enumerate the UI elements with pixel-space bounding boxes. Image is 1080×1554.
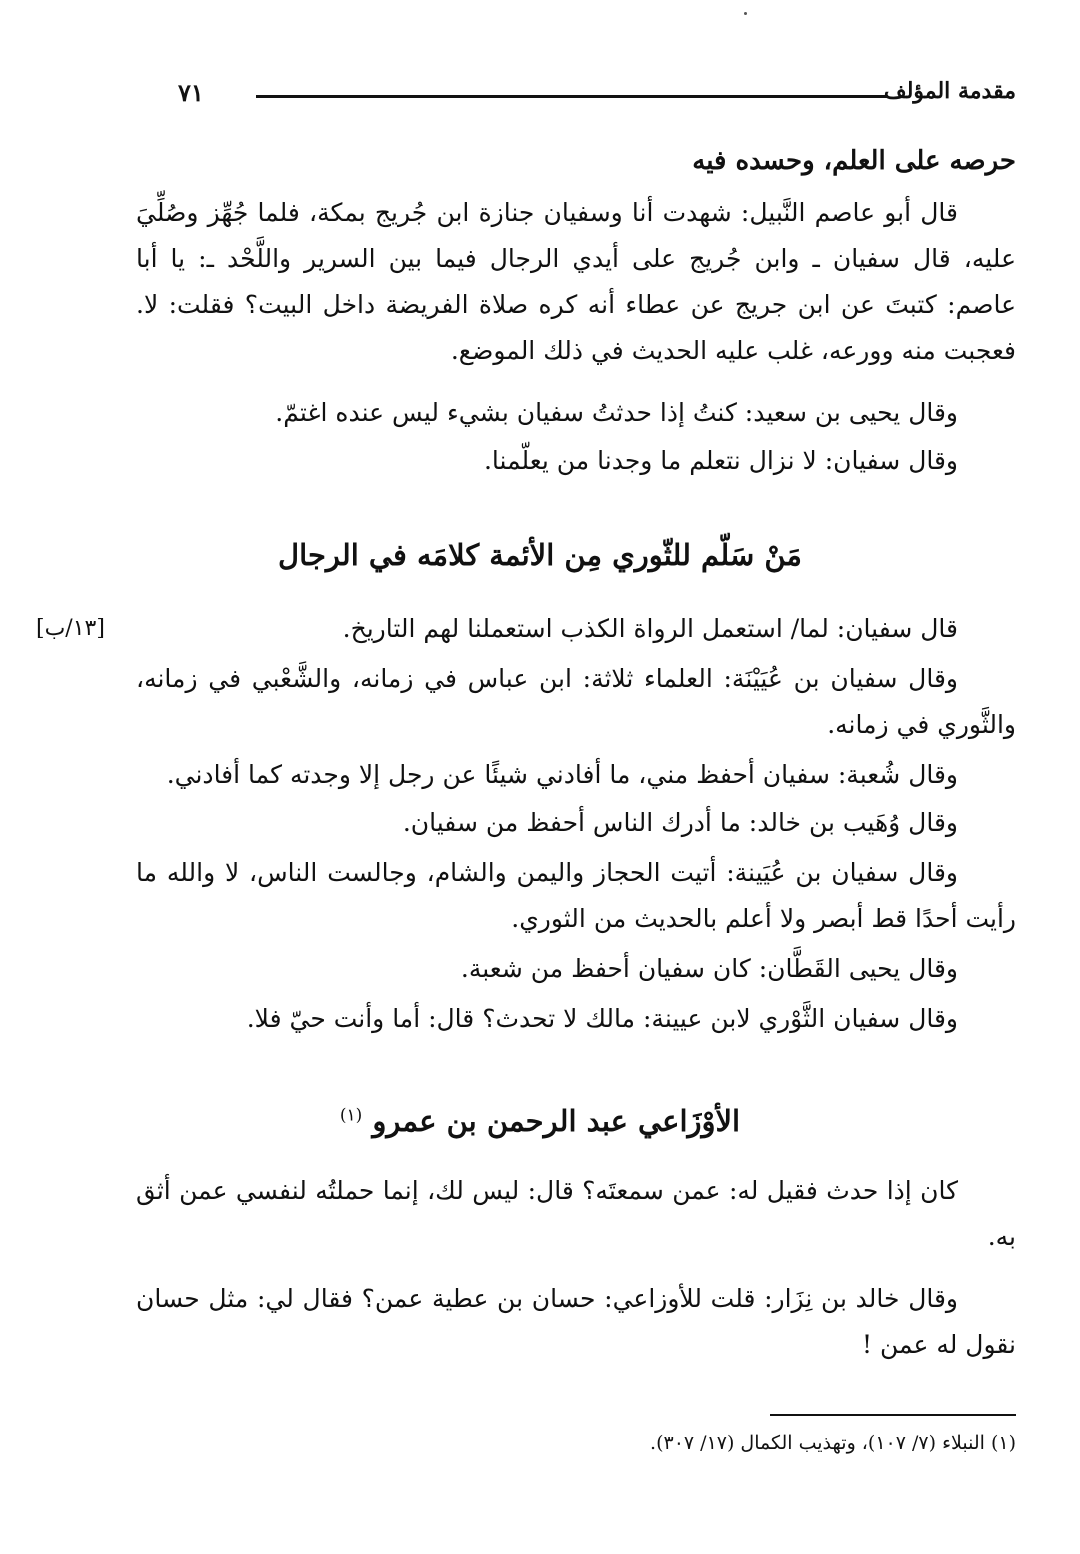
section-subheading: حرصه على العلم، وحسده فيه <box>692 146 1016 176</box>
paragraph: وقال يحيى بن سعيد: كنتُ إذا حدثتُ سفيان بشيء ليس عنده اغتمّ. <box>275 398 958 427</box>
footnote: (١) النبلاء (٧/ ١٠٧)، وتهذيب الكمال (١٧/ ٣٠٧). <box>650 1432 1016 1454</box>
paragraph: وقال شُعبة: سفيان أحفظ مني، ما أفادني شيئًا عن رجل إلا وجدته كما أفادني. <box>166 760 958 789</box>
paragraph: كان إذا حدث فقيل له: عمن سمعتَه؟ قال: ليس لك، إنما حملتُه لنفسي عمن أثق به. <box>136 1176 1016 1251</box>
running-title: مقدمة المؤلف <box>883 78 1016 104</box>
manuscript-folio-ref: [١٣/ب] <box>36 616 105 641</box>
paragraph: وقال سفيان الثَّوْري لابن عيينة: مالك لا تحدث؟ قال: أما وأنت حيّ فلا. <box>246 1004 958 1033</box>
paragraph: قال أبو عاصم النَّبيل: شهدت أنا وسفيان جنازة ابن جُريج بمكة، فلما جُهِّز وصُلِّيَ عليه، قال سفيان ـ وابن جُريج على أيدي الرجال فيما بين السرير واللَّحْد ـ: يا أبا عاصم: كتبتَ عن ابن جريج عن عطاء أنه كره صلاة الفريضة داخل البيت؟ فقلت: لا. فعجبت منه وورعه، غلب عليه الحديث في ذلك الموضع. <box>136 198 1016 365</box>
section-heading: مَنْ سَلّم للثّوري مِن الأئمة كلامَه في الرجال <box>278 538 802 572</box>
paragraph: وقال يحيى القَطَّان: كان سفيان أحفظ من شعبة. <box>460 954 958 983</box>
paragraph: وقال سفيان بن عُيَينة: أتيت الحجاز واليمن والشام، وجالست الناس، لا والله ما رأيت أحدًا قط أبصر ولا أعلم بالحديث من الثوري. <box>136 858 1016 933</box>
heading-text: الأوْزَاعي عبد الرحمن بن عمرو <box>372 1104 741 1138</box>
scan-speck <box>744 12 747 15</box>
footnote-marker: (١) <box>339 1105 363 1126</box>
section-heading <box>0 1104 1080 1138</box>
header-rule <box>256 95 888 98</box>
paragraph: قال سفيان: لما/ استعمل الرواة الكذب استعملنا لهم التاريخ. <box>342 614 958 643</box>
paragraph: وقال وُهَيب بن خالد: ما أدرك الناس أحفظ من سفيان. <box>402 808 958 837</box>
paragraph: وقال خالد بن نِزَار: قلت للأوزاعي: حسان بن عطية عمن؟ فقال لي: مثل حسان نقول له عمن ! <box>136 1284 1016 1359</box>
running-header <box>178 78 1016 118</box>
footnote-rule <box>770 1414 1016 1416</box>
paragraph: وقال سفيان: لا نزال نتعلم ما وجدنا من يعلّمنا. <box>483 446 958 475</box>
paragraph: وقال سفيان بن عُيَيْنَة: العلماء ثلاثة: ابن عباس في زمانه، والشَّعْبي في زمانه، والثَّوري في زمانه. <box>136 664 1016 739</box>
page-number: ٧١ <box>178 78 204 107</box>
